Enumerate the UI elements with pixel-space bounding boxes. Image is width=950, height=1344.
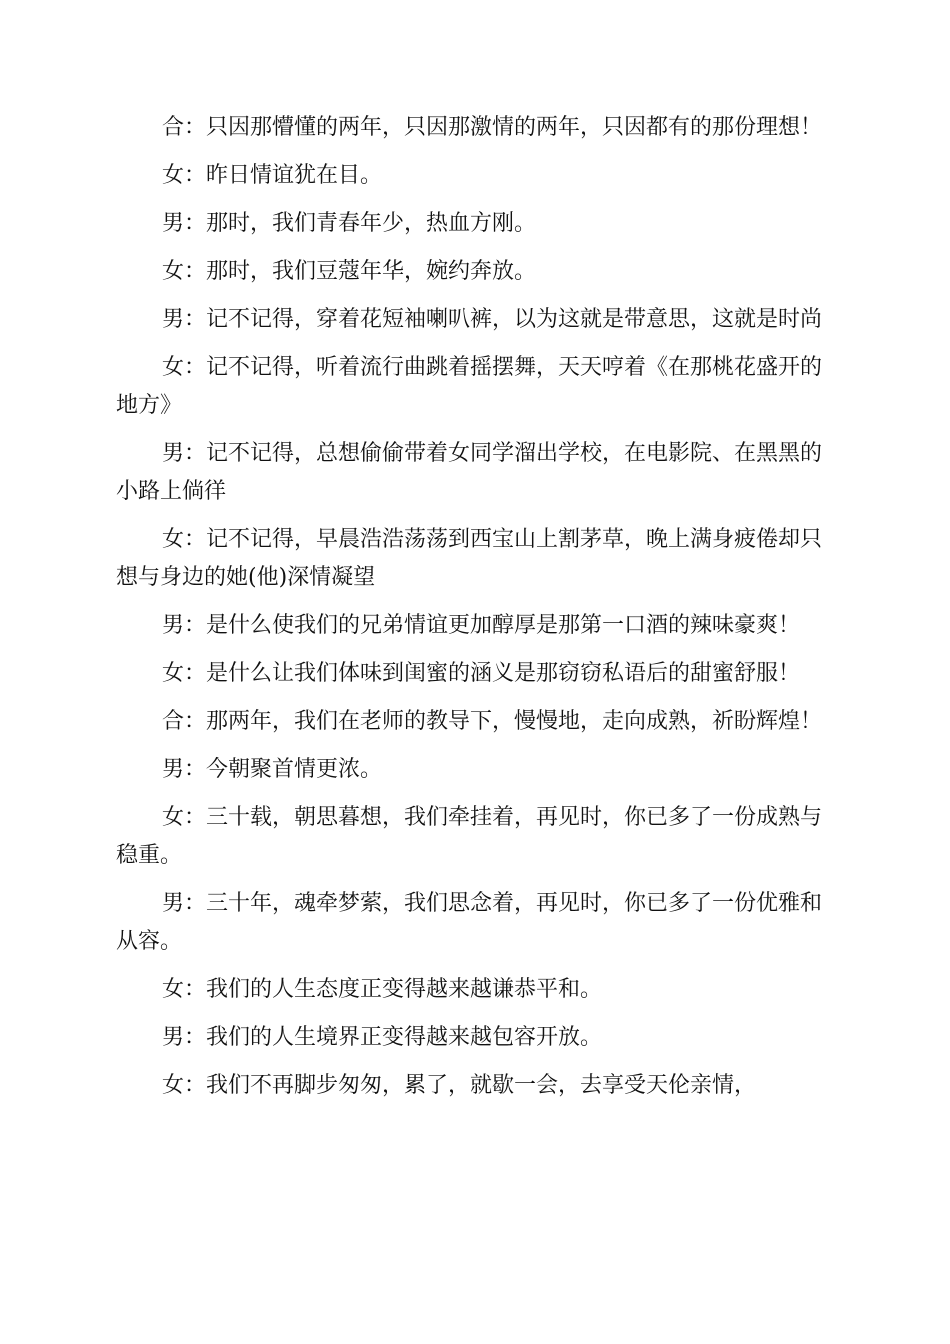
paragraph: 男：记不记得，穿着花短袖喇叭裤，以为这就是带意思，这就是时尚 [162,307,823,332]
paragraph: 男：今朝聚首情更浓。 [162,757,383,782]
paragraph: 男：是什么使我们的兄弟情谊更加醇厚是那第一口酒的辣味豪爽！ [162,613,801,638]
paragraph: 男：记不记得，总想偷偷带着女同学溜出学校，在电影院、在黑黑的小路上倘徉 [116,441,823,504]
paragraph: 合：只因那懵懂的两年，只因那激情的两年，只因都有的那份理想！ [162,115,823,140]
paragraph: 女：是什么让我们体味到闺蜜的涵义是那窃窃私语后的甜蜜舒服！ [162,661,801,686]
paragraph: 女：我们的人生态度正变得越来越谦恭平和。 [162,977,603,1002]
document-body [116,109,836,1115]
paragraph: 男：我们的人生境界正变得越来越包容开放。 [162,1025,603,1050]
paragraph: 女：三十载，朝思暮想，我们牵挂着，再见时，你已多了一份成熟与稳重。 [116,805,823,868]
paragraph: 男：那时，我们青春年少，热血方刚。 [162,211,537,236]
paragraph: 女：昨日情谊犹在目。 [162,163,383,188]
paragraph: 女：那时，我们豆蔻年华，婉约奔放。 [162,259,537,284]
paragraph: 合：那两年，我们在老师的教导下，慢慢地，走向成熟，祈盼辉煌！ [162,709,823,734]
paragraph: 女：我们不再脚步匆匆，累了，就歇一会，去享受天伦亲情， [162,1073,757,1098]
paragraph: 女：记不记得，听着流行曲跳着摇摆舞，天天哼着《在那桃花盛开的地方》 [116,355,823,418]
paragraph: 女：记不记得，早晨浩浩荡荡到西宝山上割茅草，晚上满身疲倦却只想与身边的她(他)深情凝望 [116,527,823,590]
paragraph: 男：三十年，魂牵梦萦，我们思念着，再见时，你已多了一份优雅和从容。 [116,891,823,954]
